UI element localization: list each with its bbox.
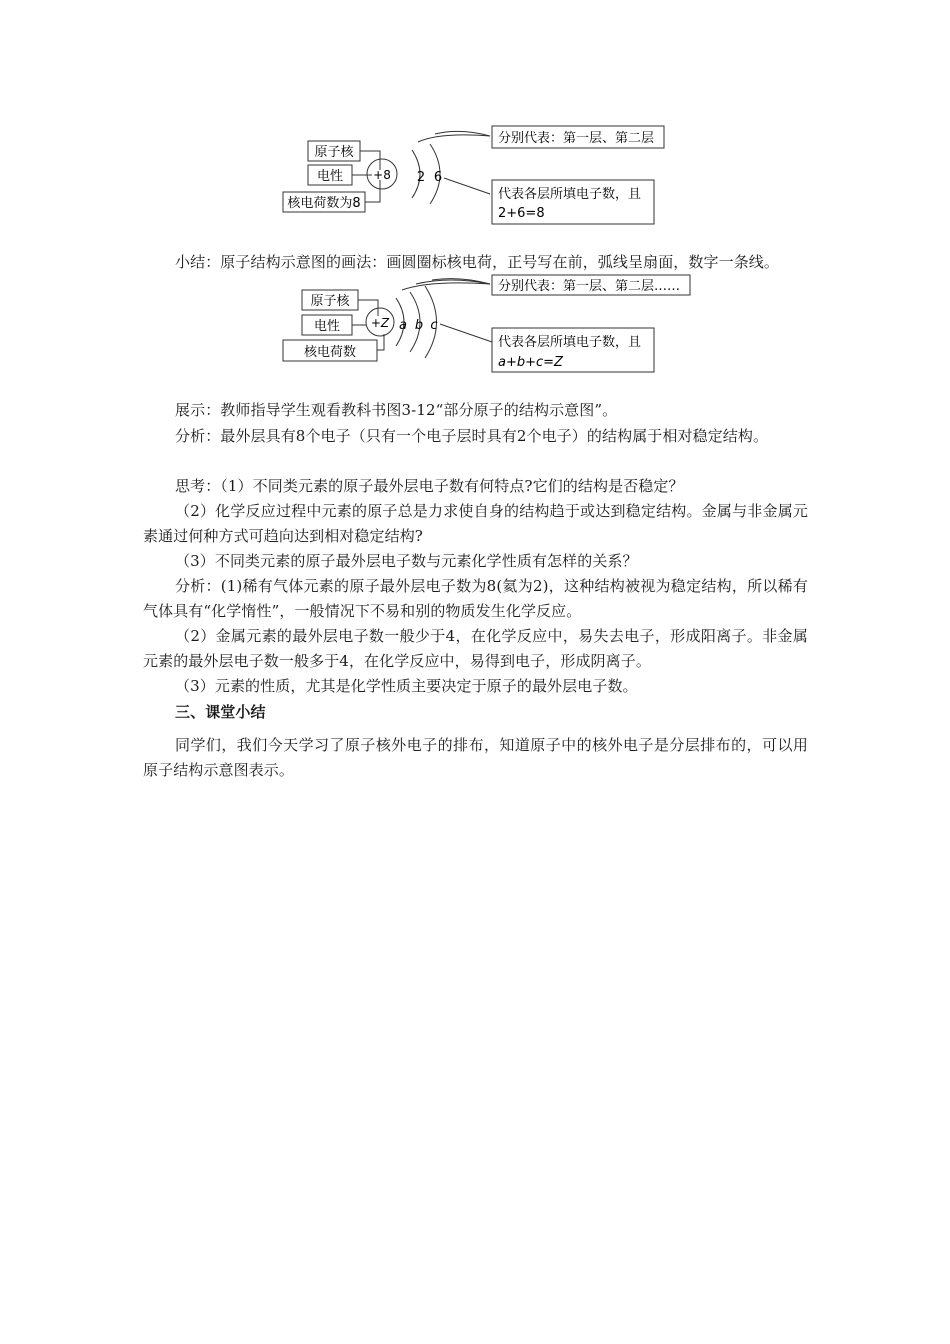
electron-note-line1: 代表各层所填电子数，且 [498,335,642,350]
electron-note-line1: 代表各层所填电子数，且 [498,187,642,202]
layer-note: 分别代表：第一层、第二层…… [498,279,681,294]
nuclear-charge-box-label: 核电荷数为8 [287,196,361,211]
analysis-paragraph-2: 分析：(1)稀有气体元素的原子最外层电子数为8(氦为2)，这种结构被视为稳定结构，所以稀有气体具有“化学惰性”，一般情况下不易和别的物质发生化学反应。 [143,577,808,620]
shell-value-c: c [430,318,438,333]
summary-paragraph: 小结：原子结构示意图的画法：画圆圈标核电荷，正号写在前，弧线呈扇面，数字一条线。 [175,253,780,271]
analysis-paragraph-1: 分析：最外层具有8个电子（只有一个电子层时具有2个电子）的结构属于相对稳定结构。 [175,427,769,445]
analysis-paragraph-4: （3）元素的性质，尤其是化学性质主要决定于原子的最外层电子数。 [175,677,638,695]
shell-value-2: 6 [433,170,443,185]
analysis-paragraph-3: （2）金属元素的最外层电子数一般少于4，在化学反应中，易失去电子，形成阳离子。非金属元素的最外层电子数一般多于4，在化学反应中，易得到电子，形成阴离子。 [143,627,808,670]
think-paragraph-3: （3）不同类元素的原子最外层电子数与元素化学性质有怎样的关系？ [175,552,638,570]
nucleus-charge-label: +Z [370,316,390,330]
nucleus-charge-label: +8 [373,168,391,182]
section-heading: 三、课堂小结 [175,703,266,721]
layer-note: 分别代表：第一层、第二层 [498,131,655,146]
shell-value-a: a [399,318,407,333]
electron-note-line2: a+b+c=Z [498,355,563,370]
charge-sign-box-label: 电性 [316,169,344,184]
think-paragraph-1: 思考：（1）不同类元素的原子最外层电子数有何特点?它们的结构是否稳定？ [175,477,684,495]
charge-sign-box-label: 电性 [313,319,341,334]
think-paragraph-2: （2）化学反应过程中元素的原子总是力求使自身的结构趋于或达到稳定结构。金属与非金属元素通过何种方式可趋向达到相对稳定结构? [143,502,808,545]
show-paragraph: 展示：教师指导学生观看教科书图3-12“部分原子的结构示意图”。 [175,401,618,419]
electron-note-line2: 2+6=8 [498,206,545,221]
nucleus-box-label: 原子核 [310,294,350,309]
atom-diagram-general [280,272,700,377]
shell-value-b: b [414,318,424,333]
atom-diagram-oxygen [280,122,680,227]
shell-value-1: 2 [416,170,426,185]
closing-paragraph: 同学们，我们今天学习了原子核外电子的排布，知道原子中的核外电子是分层排布的，可以用原子结构示意图表示。 [143,736,808,779]
nucleus-box-label: 原子核 [314,145,354,160]
nuclear-charge-box-label: 核电荷数 [303,345,357,360]
